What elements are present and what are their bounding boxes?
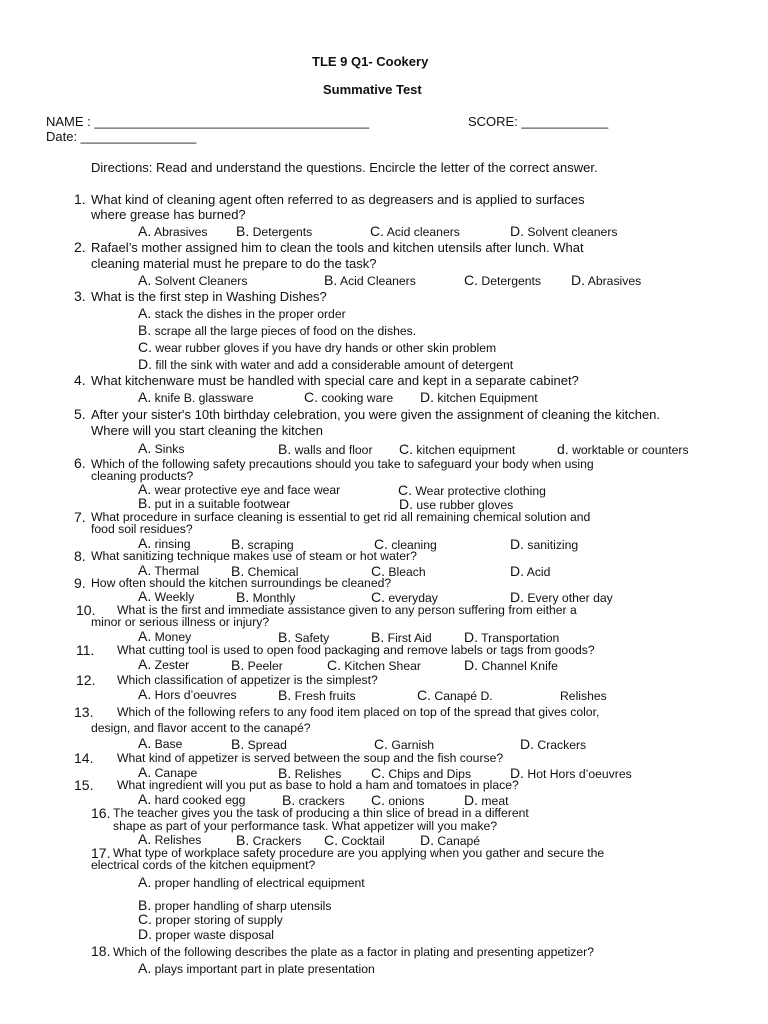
option-a: A. rinsing — [138, 535, 191, 551]
question-text: What is the first and immediate assistance given to any person suffering from either a — [117, 603, 577, 617]
option-c: C. kitchen equipment — [399, 441, 516, 457]
option-d: D. use rubber gloves — [399, 496, 514, 512]
option-d: D. Every other day — [510, 589, 613, 605]
question-text: cleaning products? — [91, 469, 194, 483]
option-d: D. Abrasives — [571, 272, 642, 288]
question-text: After your sister's 10th birthday celebration, you were given the assignment of cleaning the kitchen. — [91, 407, 661, 422]
question-text: Rafael’s mother assigned him to clean the tools and kitchen utensils after lunch. What — [91, 240, 584, 255]
question-number: 8. — [74, 548, 86, 564]
question-number: 9. — [74, 575, 86, 591]
option-a: A. Abrasives — [138, 223, 208, 239]
option-c: C. everyday — [371, 589, 438, 605]
option-c: C. onions — [371, 792, 425, 808]
option-d: D. fill the sink with water and add a considerable amount of detergent — [138, 356, 514, 372]
option-c: C. Chips and Dips — [371, 765, 472, 781]
option-d: Relishes — [560, 689, 607, 703]
question-text: Which of the following refers to any food item placed on top of the spread that gives color, — [117, 705, 600, 719]
question-text: What ingredient will you put as base to hold a ham and tomatoes in place? — [117, 778, 519, 792]
option-b: B. Peeler — [231, 657, 283, 673]
option-a: A. Base — [138, 735, 183, 751]
question-number: 14. — [74, 750, 94, 766]
option-b: B. Crackers — [236, 832, 302, 848]
question-text: What kitchenware must be handled with special care and kept in a separate cabinet? — [91, 373, 579, 388]
option-d: D. Acid — [510, 563, 551, 579]
question-number: 18. — [91, 943, 111, 959]
option-b: B. walls and floor — [278, 441, 373, 457]
option-d: D. Transportation — [464, 629, 560, 645]
question-number: 5. — [74, 406, 86, 422]
option-b: B. Chemical — [231, 563, 299, 579]
page-title: TLE 9 Q1- Cookery — [312, 54, 429, 69]
question-text: food soil residues? — [91, 522, 193, 536]
question-text: electrical cords of the kitchen equipment? — [91, 858, 316, 872]
option-a: A. Solvent Cleaners — [138, 272, 248, 288]
option-b: B. Safety — [278, 629, 330, 645]
option-b: B. Monthly — [236, 589, 296, 605]
question-text: Which of the following safety precautions should you take to safeguard your body when using — [91, 457, 594, 471]
question-text: shape as part of your performance task. What appetizer will you make? — [113, 819, 498, 833]
question-text: design, and flavor accent to the canapé? — [91, 721, 311, 735]
question-number: 15. — [74, 777, 94, 793]
question-number: 12. — [76, 672, 96, 688]
option-c: C. wear rubber gloves if you have dry hands or other skin problem — [138, 339, 497, 355]
option-d: D. proper waste disposal — [138, 926, 274, 942]
option-a: A. Sinks — [138, 440, 185, 456]
option-d: D. sanitizing — [510, 536, 579, 552]
date-line: Date: ________________ — [46, 129, 197, 144]
option-a: A. Hors d’oeuvres — [138, 686, 237, 702]
option-c: C. Garnish — [374, 736, 435, 752]
question-number: 17. — [91, 845, 111, 861]
option-a: A. plays important part in plate presentation — [138, 960, 375, 976]
question-number: 16. — [91, 805, 111, 821]
option-c: C. Canapé D. — [417, 687, 493, 703]
question-number: 11. — [76, 642, 95, 658]
option-c: C. Bleach — [371, 563, 426, 579]
question-number: 2. — [74, 239, 86, 255]
question-text: What sanitizing technique makes use of steam or hot water? — [91, 549, 417, 563]
option-a: A. proper handling of electrical equipment — [138, 874, 365, 890]
score-line: SCORE: ____________ — [468, 114, 609, 129]
option-b: B. scraping — [231, 536, 294, 552]
question-number: 6. — [74, 455, 86, 471]
option-c: C. Detergents — [464, 272, 542, 288]
directions: Directions: Read and understand the questions. Encircle the letter of the correct answer. — [91, 160, 598, 175]
option-a: A. hard cooked egg — [138, 791, 246, 807]
option-a: A. Thermal — [138, 562, 200, 578]
option-c: C. proper storing of supply — [138, 911, 283, 927]
option-b: B. Acid Cleaners — [324, 272, 416, 288]
question-number: 1. — [74, 191, 86, 207]
option-b: B. crackers — [282, 792, 345, 808]
question-text: Which of the following describes the plate as a factor in plating and presenting appetizer? — [113, 945, 595, 959]
question-number: 4. — [74, 372, 86, 388]
option-b: B. put in a suitable footwear — [138, 495, 291, 511]
option-d: D. meat — [464, 792, 509, 808]
question-text: What procedure in surface cleaning is essential to get rid all remaining chemical solution and — [91, 510, 591, 524]
option-d: D. kitchen Equipment — [420, 389, 538, 405]
question-text: Where will you start cleaning the kitchen — [91, 423, 323, 438]
question-text: Which classification of appetizer is the simplest? — [117, 673, 378, 687]
option-d: D. Crackers — [520, 736, 587, 752]
option-a: A. Canape — [138, 764, 198, 780]
option-a: A. knife B. glassware — [138, 389, 254, 405]
question-text: minor or serious illness or injury? — [91, 615, 270, 629]
page-subtitle: Summative Test — [323, 82, 422, 97]
question-text: The teacher gives you the task of producing a thin slice of bread in a different — [113, 806, 529, 820]
option-a: A. wear protective eye and face wear — [138, 481, 341, 497]
option-b: B. Fresh fruits — [278, 687, 356, 703]
question-text: cleaning material must he prepare to do the task? — [91, 256, 377, 271]
option-a: A. Money — [138, 628, 192, 644]
option-b: B. Relishes — [278, 765, 342, 781]
question-number: 10. — [76, 602, 96, 618]
option-c: C. Acid cleaners — [370, 223, 460, 239]
question-number: 3. — [74, 288, 86, 304]
question-number: 13. — [74, 704, 94, 720]
question-text: What type of workplace safety procedure are you applying when you gather and secure the — [113, 846, 605, 860]
option-d: D. Solvent cleaners — [510, 223, 618, 239]
question-text: where grease has burned? — [91, 207, 246, 222]
option-d: D. Canapé — [420, 832, 481, 848]
option-c: C. Kitchen Shear — [327, 657, 421, 673]
option-b: B. Detergents — [236, 223, 313, 239]
option-d: D. Hot Hors d’oeuvres — [510, 765, 632, 781]
question-text: What kind of cleaning agent often referred to as degreasers and is applied to surfaces — [91, 192, 585, 207]
option-a: A. Relishes — [138, 831, 202, 847]
option-d: d. worktable or counters — [557, 441, 689, 457]
option-b: B. Spread — [231, 736, 287, 752]
option-c: C. cleaning — [374, 536, 437, 552]
option-c: C. cooking ware — [304, 389, 394, 405]
question-text: What kind of appetizer is served between the soup and the fish course? — [117, 751, 504, 765]
question-number: 7. — [74, 509, 86, 525]
option-d: D. Channel Knife — [464, 657, 558, 673]
option-c: C. Wear protective clothing — [398, 482, 546, 498]
option-c: C. Cocktail — [324, 832, 385, 848]
option-a: A. stack the dishes in the proper order — [138, 305, 346, 321]
name-line: NAME : ______________________________________ — [46, 114, 370, 129]
question-text: What is the first step in Washing Dishes? — [91, 289, 327, 304]
option-a: A. Zester — [138, 656, 190, 672]
option-c: B. First Aid — [371, 629, 432, 645]
option-a: A. Weekly — [138, 588, 195, 604]
option-b: B. scrape all the large pieces of food on the dishes. — [138, 322, 417, 338]
question-text: How often should the kitchen surroundings be cleaned? — [91, 576, 392, 590]
option-b: B. proper handling of sharp utensils — [138, 897, 332, 913]
question-text: What cutting tool is used to open food packaging and remove labels or tags from goods? — [117, 643, 595, 657]
